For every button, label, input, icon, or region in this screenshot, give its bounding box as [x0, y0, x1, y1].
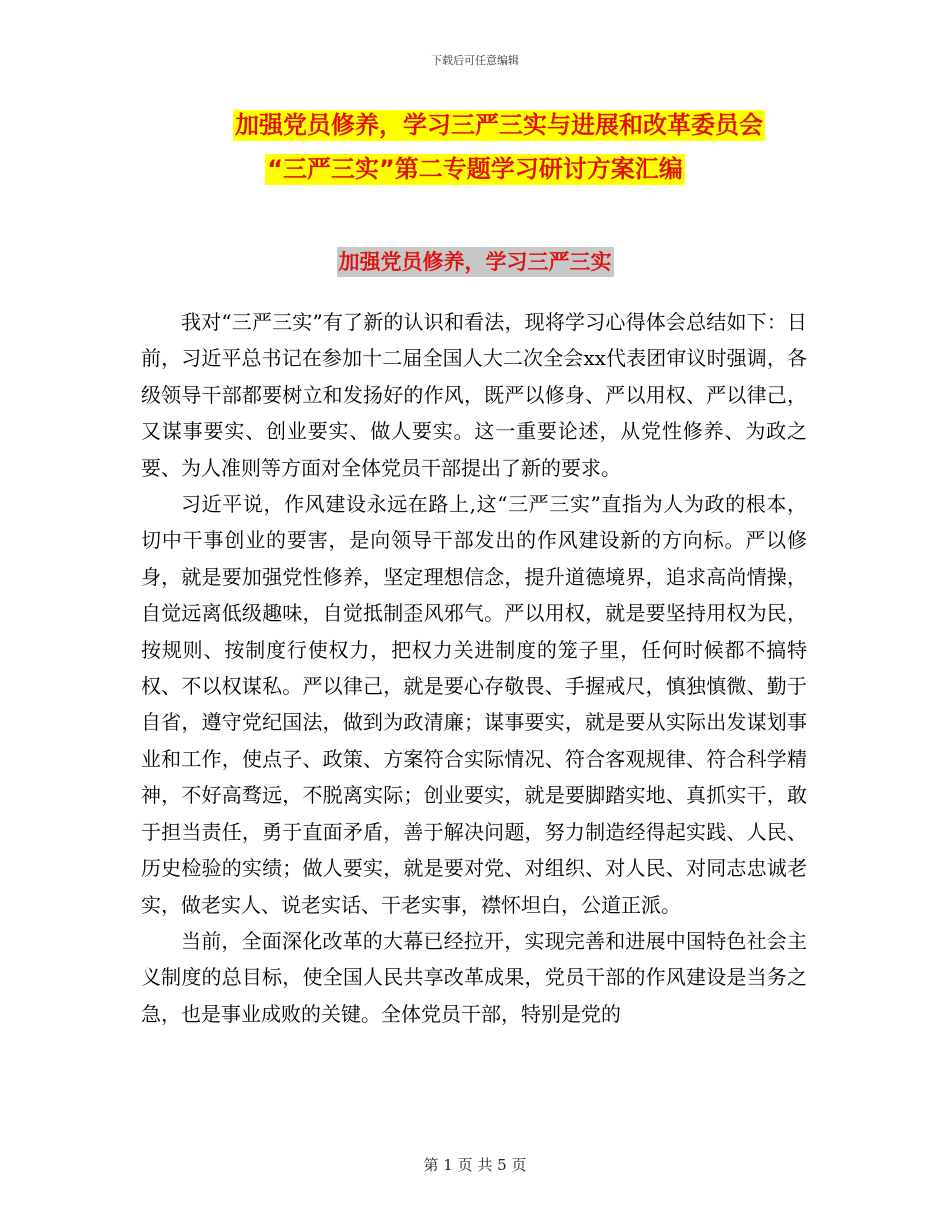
section-heading-text: 加强党员修养，学习三严三实: [337, 247, 614, 277]
page-number: 第 1 页 共 5 页: [423, 1156, 527, 1174]
document-title: [0, 110, 950, 185]
paragraph: 当前，全面深化改革的大幕已经拉开，实现完善和进展中国特色社会主义制度的总目标，使全国人民共享改革成果，党员干部的作风建设是当务之急，也是事业成败的关键。全体党员干部，特别是党的: [141, 928, 807, 1026]
paragraph: 习近平说，作风建设永远在路上,这“三严三实”直指为人为政的根本，切中干事创业的要害，是向领导干部发出的作风建设新的方向标。严以修身，就是要加强党性修养，坚定理想信念，提升道德境界，追求高尚情操，自觉远离低级趣味，自觉抵制歪风邪气。严以用权，就是要坚持用权为民，按规则、按制度行使权力，把权力关进制度的笼子里，任何时候都不搞特权、不以权谋私。严以律己，就是要心存敬畏、手握戒尺，慎独慎微、勤于自省，遵守党纪国法，做到为政清廉；谋事要实，就是要从实际出发谋划事业和工作，使点子、政策、方案符合实际情况、符合客观规律、符合科学精神，不好高骛远，不脱离实际；创业要实，就是要脚踏实地、真抓实干，敢于担当责任，勇于直面矛盾，善于解决问题，努力制造经得起实践、人民、历史检验的实绩；做人要实，就是要对党、对组织、对人民、对同志忠诚老实，做老实人、说老实话、干老实事，襟怀坦白，公道正派。: [141, 492, 807, 917]
section-heading: [0, 247, 950, 277]
title-line-1: 加强党员修养，学习三严三实与进展和改革委员会: [235, 111, 763, 139]
paragraph: 我对“三严三实”有了新的认识和看法，现将学习心得体会总结如下：日前，习近平总书记在参加十二届全国人大二次全会xx代表团审议时强调，各级领导干部都要树立和发扬好的作风，既严以修身、严以用权、严以律己，又谋事要实、创业要实、做人要实。这一重要论述，从党性修养、为政之要、为人准则等方面对全体党员干部提出了新的要求。: [141, 310, 807, 480]
title-line-2: “三严三实”第二专题学习研讨方案汇编: [267, 155, 683, 183]
page-header-note: 下载后可任意编辑: [431, 54, 519, 67]
body-text: [141, 304, 807, 1032]
